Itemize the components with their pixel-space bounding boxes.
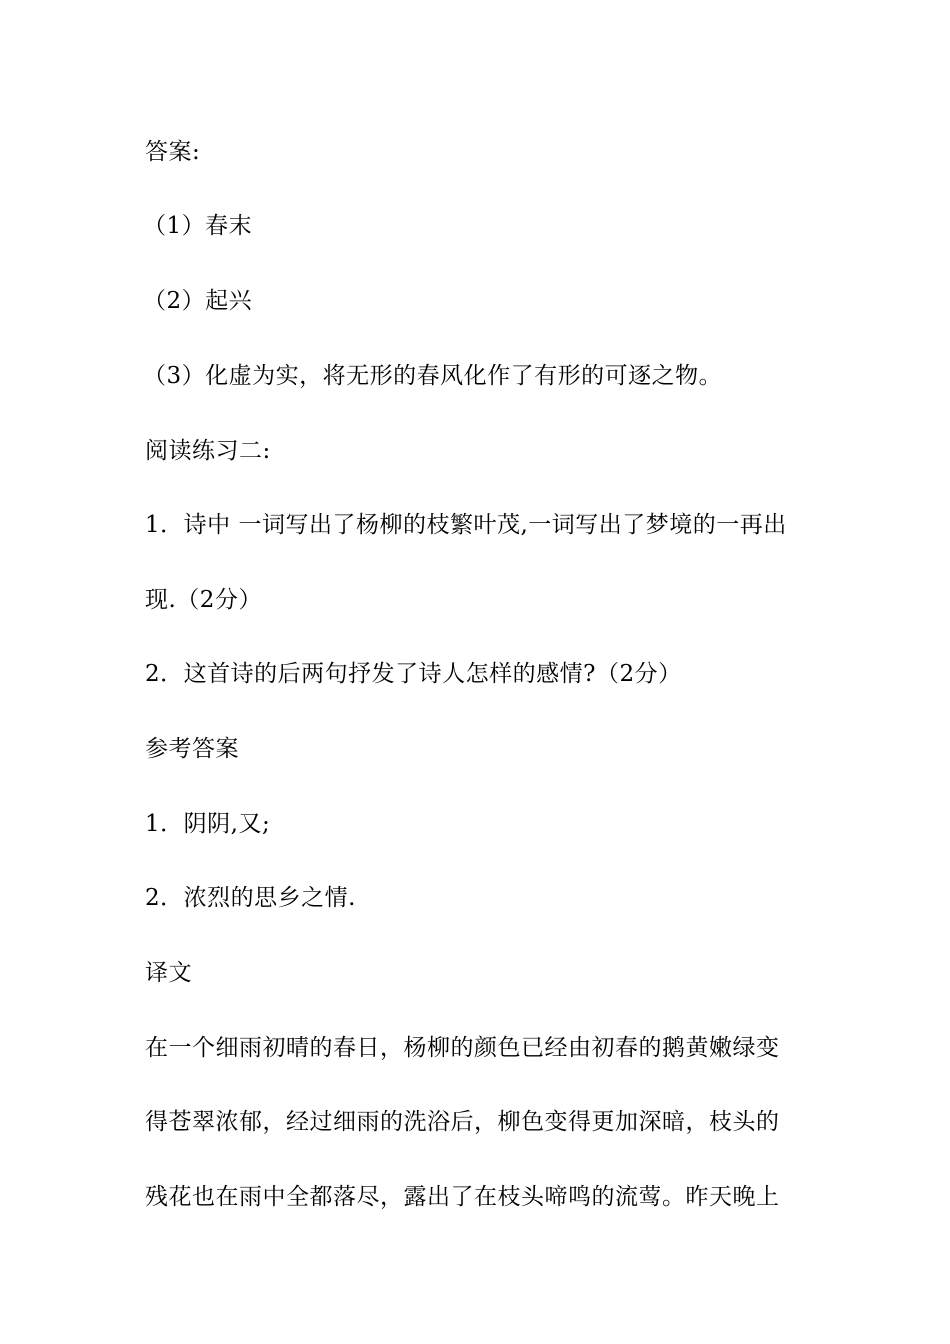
answer-item-2: （2）起兴 <box>143 288 253 314</box>
question-2: 2．这首诗的后两句抒发了诗人怎样的感情?（2分） <box>145 661 682 687</box>
question-1-line-1: 1．诗中 一词写出了杨柳的枝繁叶茂,一词写出了梦境的一再出 <box>145 512 787 538</box>
reference-answer-heading: 参考答案 <box>145 736 239 762</box>
reference-answer-2: 2．浓烈的思乡之情. <box>145 885 356 911</box>
translation-line-3: 残花也在雨中全都落尽，露出了在枝头啼鸣的流莺。昨天晚上 <box>145 1184 780 1210</box>
translation-line-1: 在一个细雨初晴的春日，杨柳的颜色已经由初春的鹅黄嫩绿变 <box>145 1035 780 1061</box>
answer-item-1: （1）春末 <box>143 213 253 239</box>
translation-heading: 译文 <box>145 960 192 986</box>
translation-line-2: 得苍翠浓郁，经过细雨的洗浴后，柳色变得更加深暗，枝头的 <box>145 1109 780 1135</box>
exercise2-heading: 阅读练习二: <box>145 438 271 464</box>
question-1-line-2: 现.（2分） <box>145 587 262 613</box>
reference-answer-1: 1．阴阴,又; <box>145 811 271 837</box>
answer-heading: 答案: <box>145 139 201 165</box>
answer-item-3: （3）化虚为实，将无形的春风化作了有形的可逐之物。 <box>143 363 723 389</box>
